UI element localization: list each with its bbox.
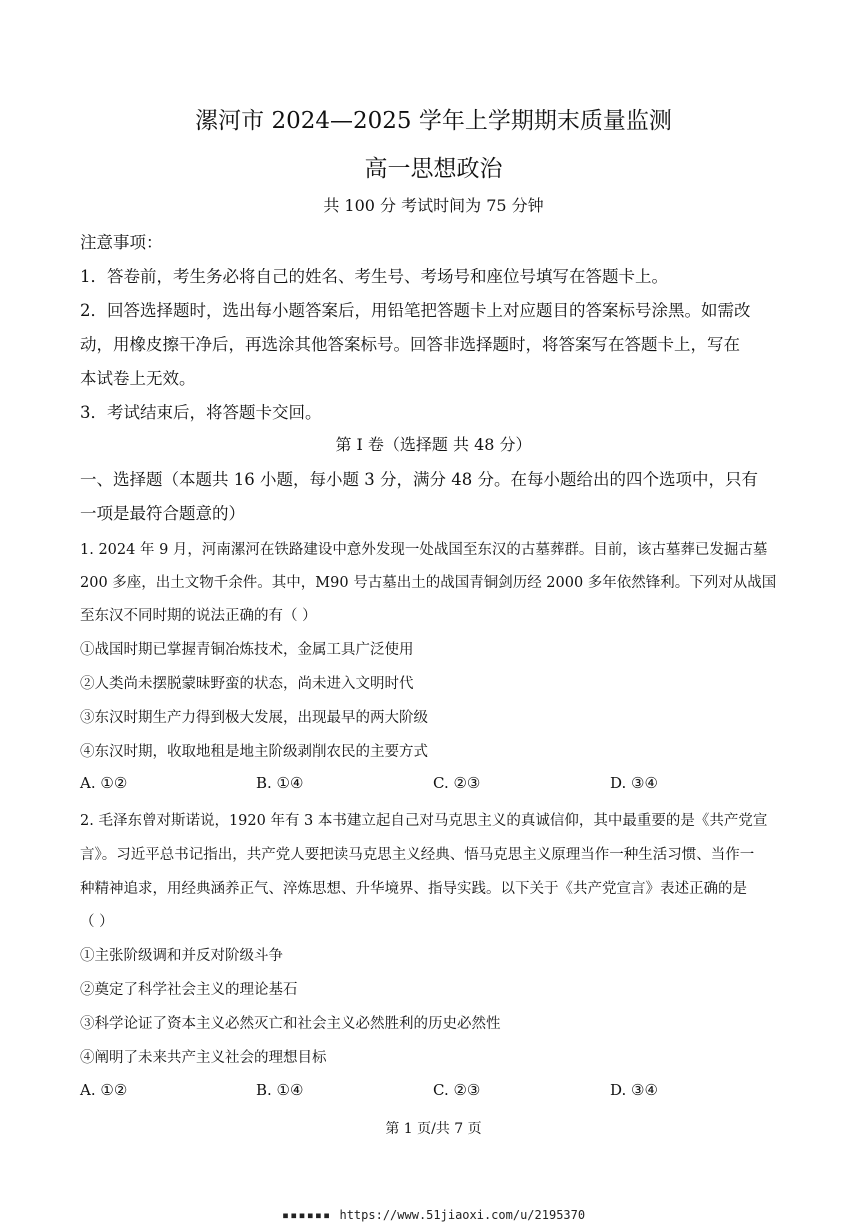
question-1-option-a: A. ①② (80, 774, 128, 792)
notice-line: 3．考试结束后，将答题卡交回。 (80, 403, 322, 422)
notice-line: 1．答卷前，考生务必将自己的姓名、考生号、考场号和座位号填写在答题卡上。 (80, 267, 668, 286)
question-1-item: ③东汉时期生产力得到极大发展，出现最早的两大阶级 (80, 710, 428, 726)
question-2-stem-line: 种精神追求，用经典涵养正气、淬炼思想、升华境界、指导实践。以下关于《共产党宣言》表述正确的是 (80, 881, 747, 897)
question-2-item: ②奠定了科学社会主义的理论基石 (80, 982, 298, 998)
question-1-stem-line: 至东汉不同时期的说法正确的有（ ） (80, 608, 317, 624)
question-2-option-b: B. ①④ (256, 1081, 304, 1099)
question-1-option-c: C. ②③ (433, 774, 481, 792)
question-2-option-a: A. ①② (80, 1081, 128, 1099)
question-2-item: ①主张阶级调和并反对阶级斗争 (80, 948, 283, 964)
notice-heading: 注意事项： (80, 233, 163, 252)
question-1-item: ①战国时期已掌握青铜冶炼技术，金属工具广泛使用 (80, 642, 414, 658)
question-1-stem-line: 1. 2024 年 9 月，河南漯河在铁路建设中意外发现一处战国至东汉的古墓葬群。目前，该古墓葬已发掘古墓 (80, 542, 768, 558)
source-footer (0, 1208, 867, 1222)
source-url[interactable]: https://www.51jiaoxi.com/u/2195370 (339, 1208, 586, 1222)
section-intro-line: 一项是最符合题意的） (80, 504, 245, 523)
question-2-option-d: D. ③④ (610, 1081, 658, 1099)
question-2-item: ④阐明了未来共产主义社会的理想目标 (80, 1050, 327, 1066)
exam-meta: 共 100 分 考试时间为 75 分钟 (323, 196, 544, 215)
section-title: 第 I 卷（选择题 共 48 分） (335, 435, 532, 454)
question-1-option-d: D. ③④ (610, 774, 658, 792)
page-number: 第 1 页/共 7 页 (385, 1121, 482, 1137)
exam-title: 漯河市 2024—2025 学年上学期期末质量监测 (195, 108, 672, 134)
question-1-stem-line: 200 多座，出土文物千余件。其中，M90 号古墓出土的战国青铜剑历经 2000 多年依然锋利。下列对从战国 (80, 575, 777, 591)
section-intro-line: 一、选择题（本题共 16 小题，每小题 3 分，满分 48 分。在每小题给出的四个选项中，只有 (80, 470, 758, 489)
question-2-stem-line: 言》。习近平总书记指出，共产党人要把读马克思主义经典、悟马克思主义原理当作一种生活习惯、当作一 (80, 847, 755, 863)
question-2-item: ③科学论证了资本主义必然灭亡和社会主义必然胜利的历史必然性 (80, 1016, 501, 1032)
question-2-stem-line: （ ） (80, 914, 114, 930)
notice-line: 本试卷上无效。 (80, 369, 196, 388)
question-1-item: ②人类尚未摆脱蒙昧野蛮的状态，尚未进入文明时代 (80, 676, 414, 692)
question-1-item: ④东汉时期，收取地租是地主阶级剥削农民的主要方式 (80, 744, 428, 760)
question-2-option-c: C. ②③ (433, 1081, 481, 1099)
notice-line: 2．回答选择题时，选出每小题答案后，用铅笔把答题卡上对应题目的答案标号涂黑。如需改 (80, 301, 751, 320)
notice-line: 动，用橡皮擦干净后，再选涂其他答案标号。回答非选择题时，将答案写在答题卡上，写在 (80, 335, 740, 354)
question-2-stem-line: 2. 毛泽东曾对斯诺说，1920 年有 3 本书建立起自己对马克思主义的真诚信仰，其中最重要的是《共产党宣 (80, 813, 768, 829)
question-1-option-b: B. ①④ (256, 774, 304, 792)
footer-decoration-icon: ▪▪▪▪▪▪ (281, 1208, 340, 1222)
exam-subject: 高一思想政治 (364, 156, 503, 182)
